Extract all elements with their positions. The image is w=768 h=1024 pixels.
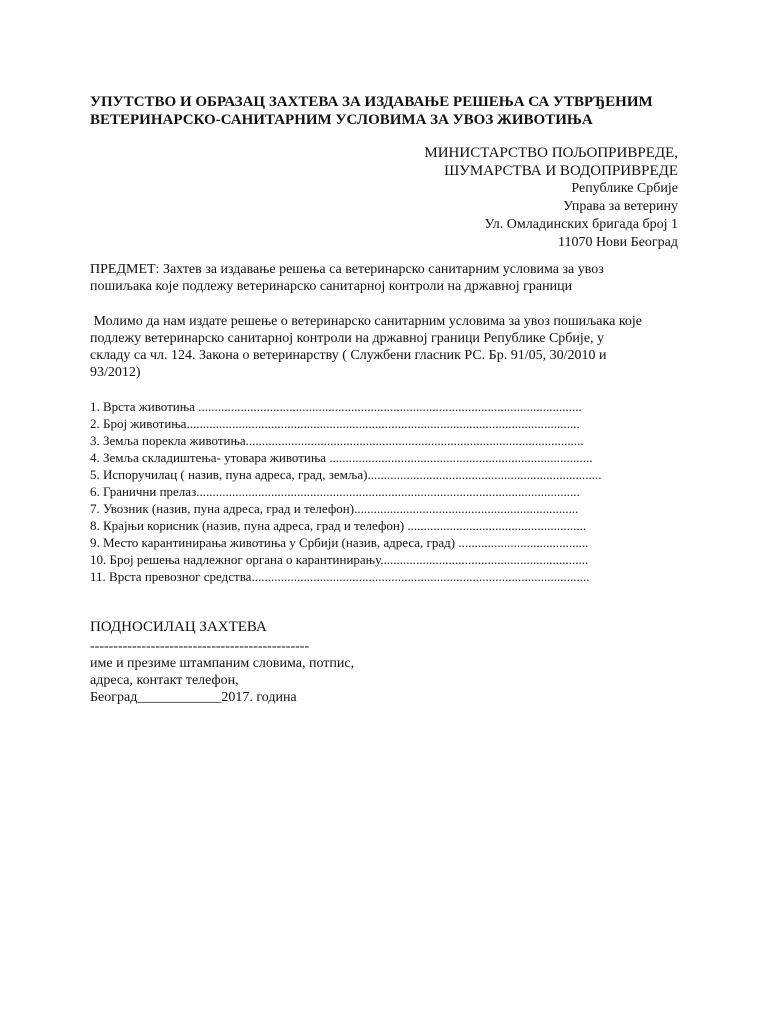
field-fill-line[interactable]: ........................................ xyxy=(458,535,589,550)
form-field-row xyxy=(90,534,690,551)
request-line-1: Молимо да нам издате решење о ветеринарско санитарним условима за увоз пошиљака које xyxy=(90,314,643,329)
form-field-row xyxy=(90,568,690,585)
form-field-row xyxy=(90,415,690,432)
address-line-2: ШУМАРСТВА И ВОДОПРИВРЕДЕ xyxy=(444,163,678,179)
document-title xyxy=(90,93,690,129)
field-label: 9. Место карантинирања животиња у Србији (назив, адреса, град) xyxy=(90,535,459,550)
field-label: 5. Испоручилац ( назив, пуна адреса, град, земља) xyxy=(90,467,368,482)
signature-line[interactable]: ----------------------------------------------- xyxy=(90,639,310,654)
field-fill-line[interactable]: ..................................................................... xyxy=(354,501,579,516)
form-field-row xyxy=(90,398,690,415)
form-fields xyxy=(90,398,690,585)
field-label: 4. Земља складиштења- утовара животиња xyxy=(90,450,330,465)
title-line-1: УПУТСТВО И ОБРАЗАЦ ЗАХТЕВА ЗА ИЗДАВАЊЕ РЕШЕЊА СА УТВРЂЕНИМ xyxy=(90,94,653,110)
field-fill-line[interactable]: ...................................................................................................................... xyxy=(196,484,580,499)
field-fill-line[interactable]: ........................................................................................................ xyxy=(245,433,584,448)
form-field-row xyxy=(90,517,690,534)
title-line-2: ВЕТЕРИНАРСКО-САНИТАРНИМ УСЛОВИМА ЗА УВОЗ ЖИВОТИЊА xyxy=(90,112,593,128)
form-field-row xyxy=(90,500,690,517)
field-label: 7. Увозник (назив, пуна адреса, град и телефон) xyxy=(90,501,355,516)
field-label: 6. Гранични прелаз xyxy=(90,484,197,499)
field-label: 8. Крајњи корисник (назив, пуна адреса, град и телефон) xyxy=(90,518,408,533)
field-label: 1. Врста животиња xyxy=(90,399,199,414)
address-line-3: Републике Србије xyxy=(571,181,678,196)
request-line-4: 93/2012) xyxy=(90,365,141,380)
field-fill-line[interactable]: ................................................................................. xyxy=(329,450,593,465)
request-line-2: подлежу ветеринарско санитарној контроли на државној граници Републике Србије, у xyxy=(90,331,605,346)
field-label: 10. Број решења надлежног органа о карантинирању xyxy=(90,552,381,567)
subject-line-2: пошиљака које подлежу ветеринарско санитарној контроли на државној граници xyxy=(90,279,573,294)
applicant-date-line[interactable]: Београд____________2017. година xyxy=(90,690,297,705)
field-fill-line[interactable]: ........................................................................ xyxy=(367,467,602,482)
form-field-row xyxy=(90,551,690,568)
field-fill-line[interactable]: ...................................................................................................................... xyxy=(198,399,582,414)
applicant-line-1: име и презиме штампаним словима, потпис, xyxy=(90,656,355,671)
address-line-5: Ул. Омладинских бригада број 1 xyxy=(484,217,678,232)
field-label: 3. Земља порекла животиња xyxy=(90,433,246,448)
field-fill-line[interactable]: ........................................................................................................ xyxy=(251,569,590,584)
field-fill-line[interactable]: ......................................................................................................................... xyxy=(186,416,580,431)
field-label: 11. Врста превозног средства xyxy=(90,569,252,584)
address-line-1: МИНИСТАРСТВО ПОЉОПРИВРЕДЕ, xyxy=(424,145,678,161)
applicant-block xyxy=(90,619,354,706)
address-line-6: 11070 Нови Београд xyxy=(557,235,678,250)
form-field-row xyxy=(90,432,690,449)
field-fill-line[interactable]: ....................................................... xyxy=(407,518,587,533)
form-field-row xyxy=(90,483,690,500)
subject-line-1: ПРЕДМЕТ: Захтев за издавање решења са ветеринарско санитарним условима за увоз xyxy=(90,262,604,277)
field-label: 2. Број животиња xyxy=(90,416,187,431)
applicant-heading: ПОДНОСИЛАЦ ЗАХТЕВА xyxy=(90,619,267,635)
applicant-line-2: адреса, контакт телефон, xyxy=(90,673,239,688)
field-fill-line[interactable]: ................................................................ xyxy=(380,552,589,567)
form-field-row xyxy=(90,449,690,466)
address-line-4: Управа за ветерину xyxy=(563,199,678,214)
form-field-row xyxy=(90,466,690,483)
request-line-3: складу са чл. 124. Закона о ветеринарству ( Службени гласник РС. Бр. 91/05, 30/2010 и xyxy=(90,348,607,363)
request-paragraph xyxy=(90,313,690,381)
subject-paragraph xyxy=(90,261,690,295)
recipient-address xyxy=(424,144,678,252)
